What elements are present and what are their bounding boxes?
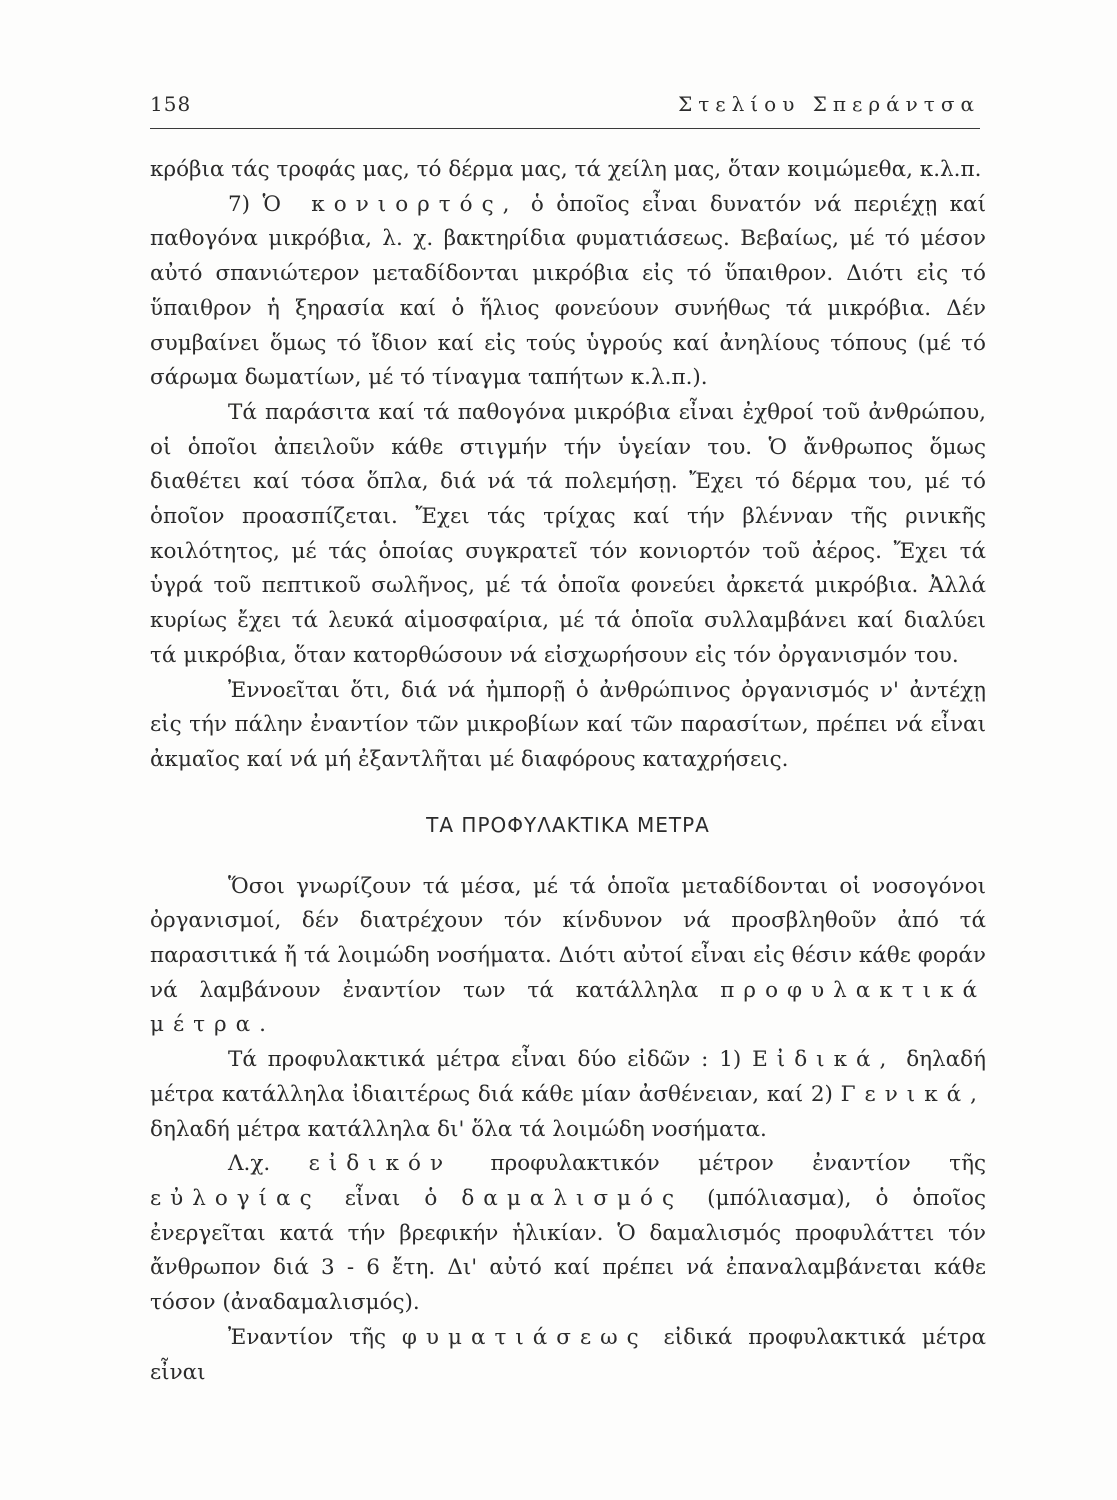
item-number-7: 7) (228, 191, 263, 217)
paragraph-4: Ἐννοεῖται ὅτι, διά νά ἠμπορῇ ὁ ἀνθρώπινος ὀργανισμός ν' ἀντέχῃ εἰς τήν πάλην ἐναντίον τῶν μικροβίων καί τῶν παρασίτων, πρέπει νά εἶναι ἀκμαῖος καί νά μή ἐξαντλῆται μέ διαφόρους καταχρήσεις. (150, 677, 986, 772)
term-eulogias: εὐλογίας (150, 1185, 321, 1211)
section-heading: ΤΑ ΠΡΟΦΥΛΑΚΤΙΚΑ ΜΕΤΡΑ (426, 812, 710, 837)
paragraph-1: κρόβια τάς τροφάς μας, τό δέρμα μας, τά χείλη μας, ὅταν κοιμώμεθα, κ.λ.π. (150, 157, 982, 182)
body-text (150, 153, 986, 1390)
paragraph-8 (150, 1321, 986, 1390)
term-fymatiaseos: φυματιάσεως (401, 1324, 648, 1350)
paragraph-5-text: Ὅσοι γνωρίζουν τά μέσα, μέ τά ὁποῖα μεταδίδονται οἱ νοσογόνοι ὀργανισμοί, δέν διατρέχουν τόν κίνδυνον νά προσβληθοῦν ἀπό τά παρασιτικά ἤ τά λοιμώδη νοσήματα. Διότι αὐτοί εἶναι εἰς θέσιν κάθε φοράν νά λαμβάνουν ἐναντίον των τά κατάλληλα (150, 873, 986, 1003)
paragraph-8-text-a: Ἐναντίον τῆς (228, 1324, 402, 1350)
paragraph-7 (150, 1147, 986, 1321)
paragraph-5 (150, 870, 986, 1044)
running-head (150, 92, 980, 122)
paragraph-7-text-d: (μπόλιασμα), ὁ ὁποῖος ἐνεργεῖται κατά τήν βρεφικήν ἡλικίαν. Ὁ δαμαλισμός προφυλάττει τόν ἄνθρωπον διά 3 - 6 ἔτη. Δι' αὐτό καί πρέπει νά ἐπαναλαμβάνεται κάθε τόσον (ἀναδαμαλισμός). (150, 1185, 986, 1316)
paragraph-8-text-b: εἰδικά προφυλακτικά μέτρα εἶναι (150, 1324, 986, 1385)
running-title: Στελίου Σπεράντσα (678, 92, 980, 116)
paragraph-6-text-a: Τά προφυλακτικά μέτρα εἶναι δύο εἰδῶν : 1) (228, 1047, 753, 1073)
paragraph-7-text-c: εἶναι ὁ (320, 1185, 462, 1211)
paragraph-7-text-a: Λ.χ. (228, 1151, 309, 1177)
term-eidikon: εἰδικόν (308, 1151, 453, 1177)
paragraph-3: Τά παράσιτα καί τά παθογόνα μικρόβια εἶναι ἐχθροί τοῦ ἀνθρώπου, οἱ ὁποῖοι ἀπειλοῦν κάθε στιγμήν τήν ὑγείαν του. Ὁ ἄνθρωπος ὅμως διαθέτει καί τόσα ὅπλα, διά νά τά πολεμήσῃ. Ἔχει τό δέρμα του, μέ τό ὁποῖον προασπίζεται. Ἔχει τάς τρίχας καί τήν βλένναν τῆς ρινικῆς κοιλότητος, μέ τάς ὁποίας συγκρατεῖ τόν κονιορτόν τοῦ ἀέρος. Ἔχει τά ὑγρά τοῦ πεπτικοῦ σωλῆνος, μέ τά ὁποῖα φονεύει ἀρκετά μικρόβια. Ἀλλά κυρίως ἔχει τά λευκά αἱμοσφαίρια, μέ τά ὁποῖα συλλαμβάνει καί διαλύει τά μικρόβια, ὅταν κατορθώσουν νά εἰσχωρήσουν εἰς τόν ὀργανισμόν του. (150, 399, 986, 668)
term-genika: Γενικά, (840, 1081, 986, 1107)
paragraph-2 (150, 188, 986, 396)
paragraph-2-text: ὁ ὁποῖος εἶναι δυνατόν νά περιέχῃ καί παθογόνα μικρόβια, λ. χ. βακτηρίδια φυματιάσεως. Βεβαίως, μέ τό μέσον αὐτό σπανιώτερον μεταδίδονται μικρόβια εἰς τό ὕπαιθρον. Διότι εἰς τό ὕπαιθρον ἡ ξηρασία καί ὁ ἥλιος φονεύουν συνήθως τά μικρόβια. Δέν συμβαίνει ὅμως τό ἴδιον καί εἰς τούς ὑγρούς καί ἀνηλίους τόπους (μέ τό σάρωμα δωματίων, μέ τό τίναγμα ταπήτων κ.λ.π.). (150, 191, 986, 391)
term-damalismos: δαμαλισμός (461, 1185, 684, 1211)
header-rule (150, 128, 980, 129)
paragraph-6-text-c: δηλαδή μέτρα κατάλληλα δι' ὅλα τά λοιμώδη νοσήματα. (150, 1116, 767, 1142)
paragraph-6-text-b: δηλαδή μέτρα κατάλληλα ἰδιαιτέρως διά κάθε μίαν ἀσθένειαν, καί 2) (150, 1047, 986, 1107)
term-eidika: Εἰδικά, (752, 1047, 896, 1073)
term-profylaktika-metra: προφυλακτικά μέτρα. (150, 977, 986, 1038)
term-koniortos: Ὁ κονιορτός, (262, 191, 519, 217)
page-number: 158 (150, 92, 192, 116)
paragraph-7-text-b: προφυλακτικόν μέτρον ἐναντίον τῆς (452, 1151, 986, 1177)
paragraph-6 (150, 1043, 986, 1147)
